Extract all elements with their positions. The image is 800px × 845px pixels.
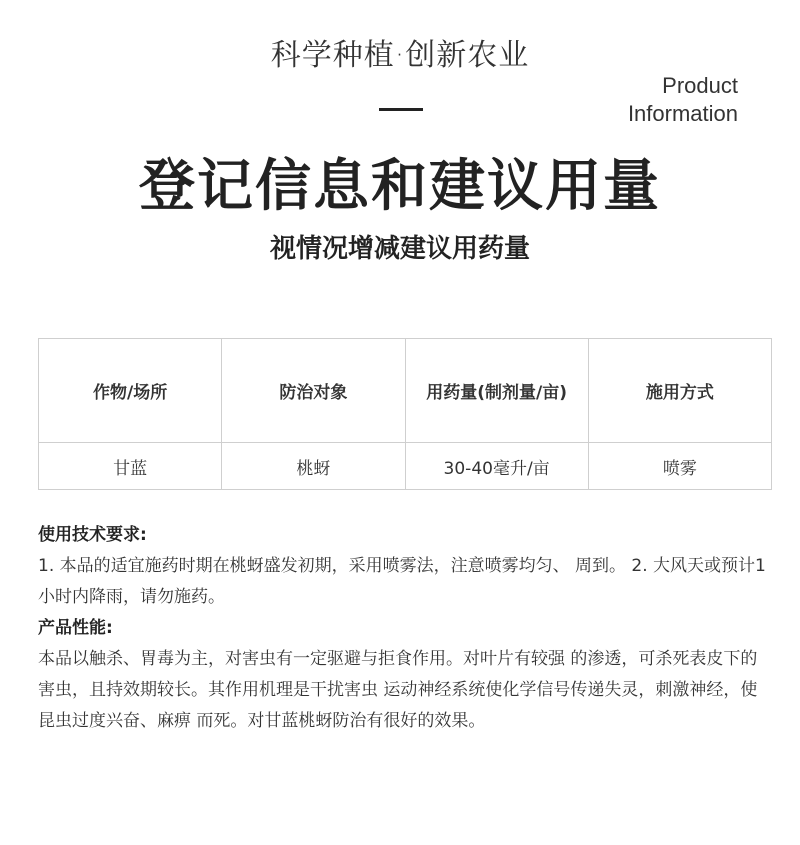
table-cell: 桃蚜 (222, 443, 405, 490)
usage-heading: 使用技术要求: (38, 525, 147, 545)
table-cell: 甘蓝 (39, 443, 222, 490)
table-header-row (39, 339, 772, 443)
performance-text: 本品以触杀、胃毒为主，对害虫有一定驱避与拒食作用。对叶片有较强 的渗透，可杀死表皮下的害虫，且持效期较长。其作用机理是干扰害虫 运动神经系统使化学信号传递失灵，刺激神经，使昆虫过度兴奋、麻痹 而死。对甘蓝桃蚜防治有很好的效果。 (38, 649, 758, 731)
table-header-cell: 作物/场所 (39, 339, 222, 443)
product-information-label (628, 72, 738, 128)
slogan: 科学种植·创新农业 (270, 38, 530, 73)
table-row (39, 443, 772, 490)
title-dash-divider (379, 108, 423, 111)
page-title: 登记信息和建议用量 (139, 154, 661, 219)
table-cell: 30-40毫升/亩 (405, 443, 588, 490)
table-header-cell: 防治对象 (222, 339, 405, 443)
usage-text: 1. 本品的适宜施药时期在桃蚜盛发初期，采用喷雾法，注意喷雾均匀、 周到。 2. 大风天或预计1小时内降雨，请勿施药。 (38, 556, 766, 607)
table-header-cell: 施用方式 (588, 339, 771, 443)
product-label-line2: Information (627, 101, 738, 126)
usage-description (38, 520, 768, 737)
table-header-cell: 用药量(制剂量/亩) (405, 339, 588, 443)
page-subtitle: 视情况增减建议用药量 (269, 234, 530, 264)
table-cell: 喷雾 (588, 443, 771, 490)
performance-heading: 产品性能: (38, 618, 113, 638)
product-label-line1: Product (662, 73, 738, 98)
registration-table (38, 338, 772, 490)
